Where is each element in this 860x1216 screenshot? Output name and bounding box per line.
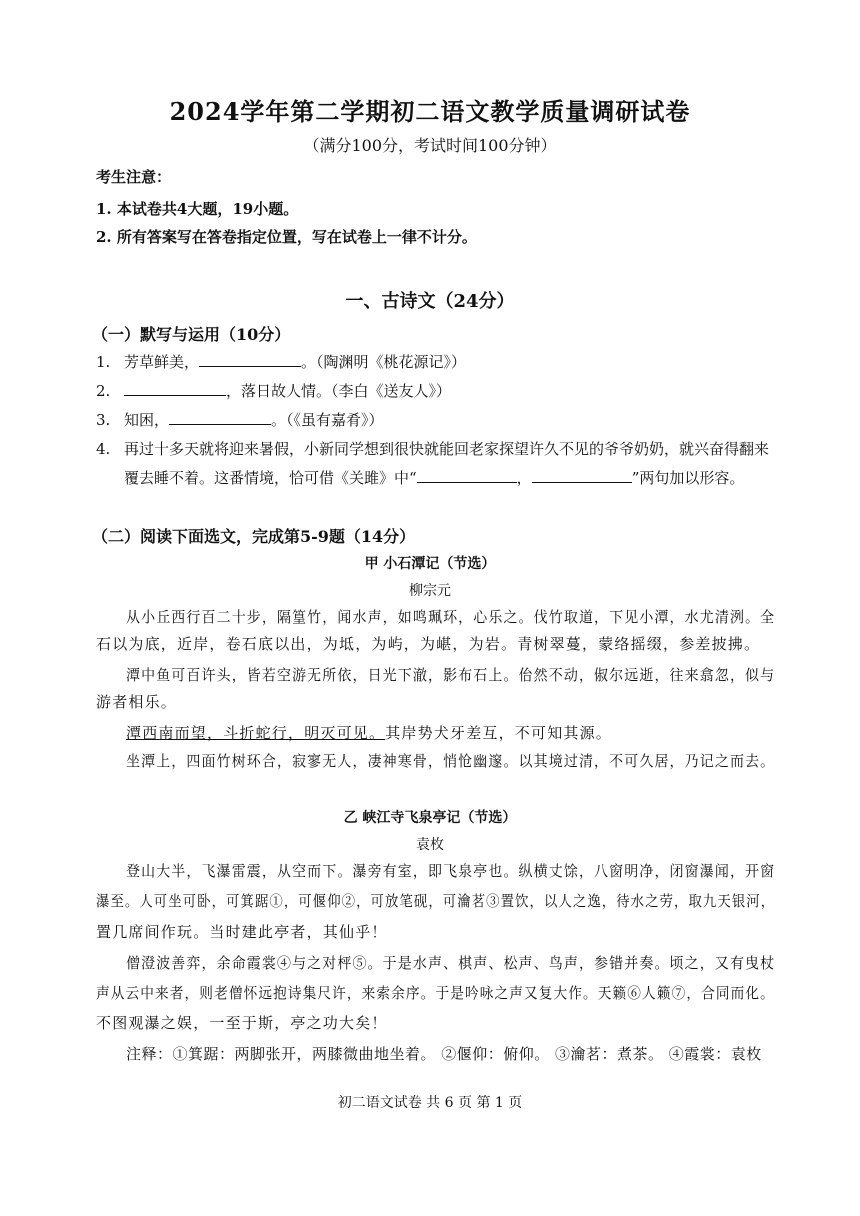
text-b-line: 不图观瀑之娱，一至于斯，亭之功大矣！: [96, 1014, 388, 1032]
question-number: 1.: [96, 353, 111, 371]
question-text-before: 芳草鲜美，: [124, 353, 200, 371]
question-1: [96, 351, 466, 372]
text-b-line: 登山大半，飞瀑雷震，从空而下。瀑旁有室，即飞泉亭也。纵横丈馀，八窗明净，闭窗瀑闻，开窗: [126, 862, 776, 880]
text-a-line: 从小丘西行百二十步，隔篁竹，闻水声，如鸣珮环，心乐之。伐竹取道，下见小潭，水尤清洌。全: [126, 608, 776, 626]
section-1-title: 一、古诗文（24分）: [345, 291, 515, 312]
answer-blank: [417, 468, 517, 483]
text-a-line: 游者相乐。: [96, 693, 178, 711]
answer-blank: [532, 468, 632, 483]
text-a-author: 柳宗元: [409, 583, 451, 599]
question-text-after: ，落日故人情。（李白《送友人》）: [226, 382, 452, 400]
question-3: [96, 409, 384, 430]
text-b-notes: 注释：①箕踞：两脚张开，两膝微曲地坐着。 ②偃仰：俯仰。 ③瀹茗：煮茶。 ④霞裳：袁枚: [126, 1045, 762, 1063]
question-4-line-1: [96, 438, 769, 459]
answer-blank: [124, 381, 226, 396]
exam-title: 2024学年第二学期初二语文教学质量调研试卷: [169, 97, 691, 126]
exam-subtitle: （满分100分，考试时间100分钟）: [303, 136, 557, 155]
question-text-before: 知困，: [124, 411, 170, 429]
text-b-author: 袁枚: [416, 837, 444, 853]
question-text-after: 。（陶渊明《桃花源记》）: [301, 353, 467, 371]
text-b-line: 置几席间作玩。当时建此亭者，其仙乎！: [96, 923, 388, 941]
text-a-line: 石以为底，近岸，卷石底以出，为坻，为屿，为嵁，为岩。青树翠蔓，蒙络摇缀，参差披拂。: [96, 635, 761, 653]
text-b-line: 瀑至。人可坐可卧，可箕踞①，可偃仰②，可放笔砚，可瀹茗③置饮，以人之逸，待水之劳，取九天银河，: [96, 892, 776, 910]
answer-blank: [199, 352, 301, 367]
question-4-text-c: ”两句加以形容。: [631, 469, 745, 487]
question-4-text: 再过十多天就将迎来暑假，小新同学想到很快就能回老家探望许久不见的爷爷奶奶，就兴奋得翻来: [124, 440, 770, 458]
question-4-text-a: 覆去睡不着。这番情境，恰可借《关雎》中“: [124, 469, 417, 487]
text-b-title: 乙 峡江寺飞泉亭记（节选）: [343, 810, 517, 826]
question-4-text-b: ，: [516, 469, 532, 487]
question-number: 3.: [96, 411, 111, 429]
page-footer: 初二语文试卷 共 6 页 第 1 页: [337, 1095, 523, 1111]
text-a-line: 潭中鱼可百许头，皆若空游无所依，日光下澈，影布石上。佁然不动，俶尔远逝，往来翕忽，似与: [126, 666, 776, 684]
text-a-line-rest: 其岸势犬牙差互，不可知其源。: [385, 724, 613, 742]
text-b-line: 声从云中来者，则老僧怀远抱诗集尺许，来索余序。于是吟咏之声又复大作。天籁⑥人籁⑦，合同而化。: [96, 984, 775, 1002]
part-1-title: （一）默写与运用（10分）: [92, 325, 291, 344]
text-a-line: 坐潭上，四面竹树环合，寂寥无人，凄神寒骨，悄怆幽邃。以其境过清，不可久居，乃记之而去。: [126, 752, 776, 770]
question-4-line-2: [124, 467, 744, 488]
answer-blank: [169, 410, 271, 425]
notice-item-1: 1. 本试卷共4大题，19小题。: [96, 200, 299, 218]
notice-heading: 考生注意：: [96, 168, 172, 186]
underlined-sentence: 潭西南而望，斗折蛇行，明灭可见。: [126, 724, 386, 742]
question-number: 4.: [96, 440, 111, 458]
text-a-title: 甲 小石潭记（节选）: [364, 556, 496, 572]
text-b-line: 僧澄波善弈，余命霞裳④与之对枰⑤。于是水声、棋声、松声、鸟声，参错并奏。顷之，又有曳杖: [126, 954, 776, 972]
question-text-after: 。（《虽有嘉肴》）: [271, 411, 384, 429]
question-2: [96, 380, 451, 401]
question-number: 2.: [96, 382, 111, 400]
text-a-line: [126, 722, 612, 743]
notice-item-2: 2. 所有答案写在答卷指定位置，写在试卷上一律不计分。: [96, 228, 477, 246]
part-2-title: （二）阅读下面选文，完成第5-9题（14分）: [92, 527, 416, 546]
